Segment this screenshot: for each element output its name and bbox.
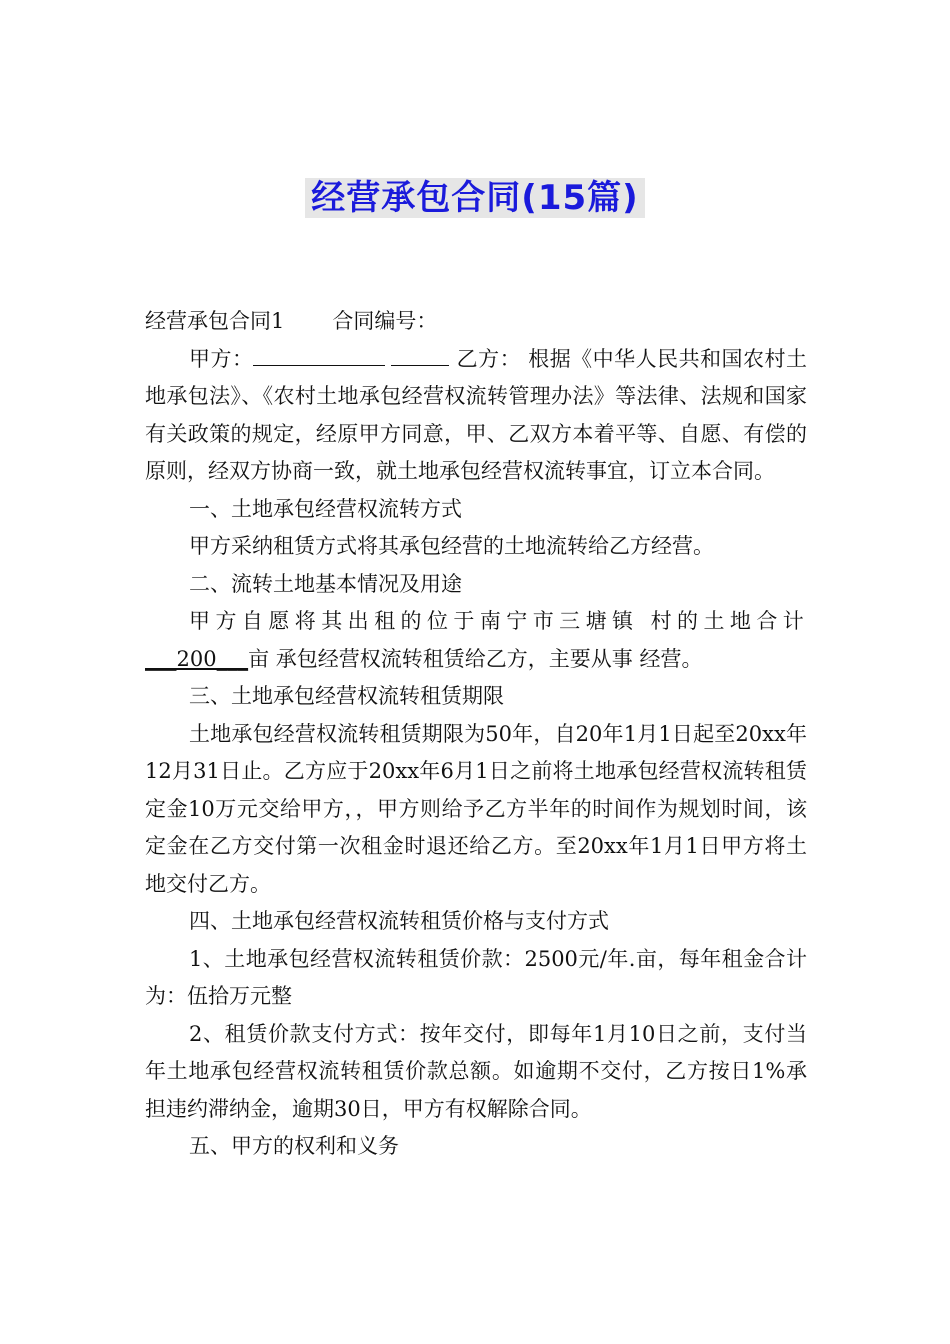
land-location-text: 甲方自愿将其出租的位于南宁市三塘镇 村的土地合计 [189, 609, 807, 633]
contract-heading: 经营承包合同1 [145, 309, 285, 333]
section-heading-5: 五、甲方的权利和义务 [189, 1134, 399, 1158]
party-a-blank-2 [391, 343, 449, 366]
party-a-blank [253, 343, 385, 366]
section-text-1: 甲方采纳租赁方式将其承包经营的土地流转给乙方经营。 [189, 534, 714, 558]
party-a-label: 甲方： [189, 346, 254, 371]
section-text-2 [145, 603, 807, 678]
land-use-text: 亩 承包经营权流转租赁给乙方，主要从事 经营。 [248, 646, 703, 671]
title-container [0, 178, 950, 218]
document-body [145, 303, 807, 1166]
section-text-4-1: 1、土地承包经营权流转租赁价款：2500元/年.亩，每年租金合计为：伍拾万元整 [145, 946, 807, 1008]
section-heading-1: 一、土地承包经营权流转方式 [189, 496, 462, 521]
section-heading-4: 四、土地承包经营权流转租赁价格与支付方式 [189, 909, 609, 933]
section-heading-3: 三、土地承包经营权流转租赁期限 [189, 684, 504, 708]
section-heading-2: 二、流转土地基本情况及用途 [189, 571, 462, 596]
party-b-and-intro: 乙方： 根据《中华人民共和国农村土地承包法》、《农村土地承包经营权流转管理办法》等法律、法规和国家有关政策的规定，经原甲方同意，甲、乙双方本着平等、自愿、有偿的原则，经双方协商一致，就土地承包经营权流转事宜，订立本合同。 [145, 346, 807, 483]
land-area-value: ___200___ [145, 646, 249, 671]
section-text-4-2: 2、租赁价款支付方式：按年交付，即每年1月10日之前，支付当年土地承包经营权流转租赁价款总额。如逾期不交付，乙方按日1%承担违约滞纳金，逾期30日，甲方有权解除合同。 [145, 1021, 807, 1121]
contract-heading-line [145, 303, 807, 341]
party-paragraph [145, 341, 807, 491]
document-title: 经营承包合同(15篇) [305, 178, 644, 218]
section-text-3: 土地承包经营权流转租赁期限为50年，自20年1月1日起至20xx年12月31日止。乙方应于20xx年6月1日之前将土地承包经营权流转租赁定金10万元交给甲方，，甲方则给予乙方半年的时间作为规划时间，该定金在乙方交付第一次租金时退还给乙方。至20xx年1月1日甲方将土地交付乙方。 [145, 721, 807, 896]
contract-number-label: 合同编号： [332, 309, 438, 333]
